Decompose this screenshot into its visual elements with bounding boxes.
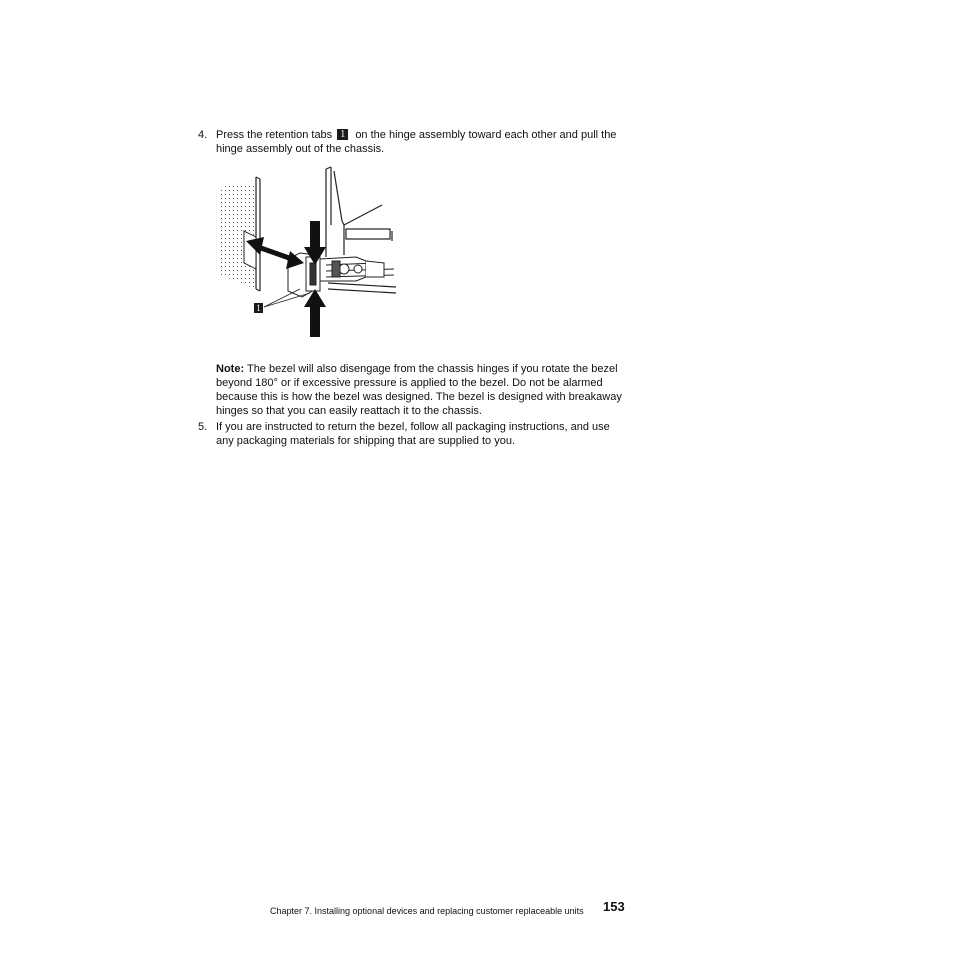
note-label: Note: [216, 363, 245, 375]
page-number: 153 [603, 899, 625, 914]
footer-chapter-title: Chapter 7. Installing optional devices and replacing customer replaceable units [270, 906, 584, 916]
hinge-assembly [288, 253, 394, 297]
step-4-number: 4. [198, 129, 208, 141]
figure-callout-label: 1 [256, 303, 261, 313]
bezel-panel [220, 177, 260, 291]
step-4-text-start: Press the retention tabs [216, 129, 333, 141]
step-4-text-end: on the hinge assembly toward each other and pull the hinge assembly out of the chassis. [216, 129, 617, 155]
note-paragraph [216, 362, 626, 418]
step-4-text [216, 128, 626, 156]
step-5-number: 5. [198, 421, 208, 433]
hinge-removal-illustration [216, 165, 400, 343]
step-4-callout-badge: 1 [337, 129, 348, 140]
step-5-text: If you are instructed to return the bezel, follow all packaging instructions, and use any packaging materials for shipping that are supplied to you. [216, 421, 610, 447]
note-text: The bezel will also disengage from the chassis hinges if you rotate the bezel beyond 180° or if excessive pressure is applied to the bezel. Do not be alarmed because this is how the bezel was designed. The bezel is designed with breakaway hinges so that you can easily reattach it to the chassis. [216, 363, 622, 417]
press-up-arrow [304, 289, 326, 337]
